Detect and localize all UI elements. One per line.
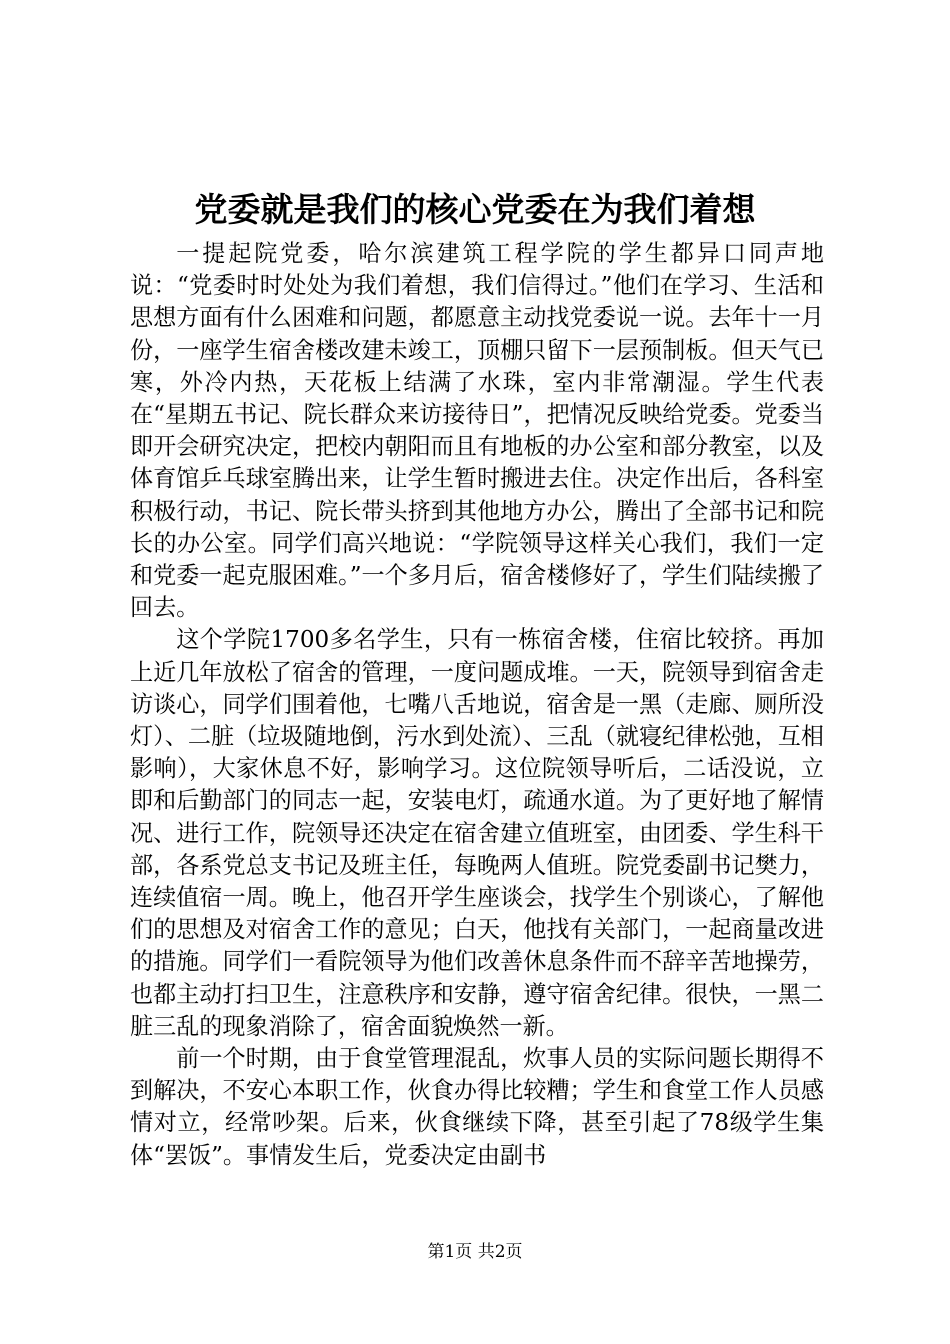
paragraph: 这个学院1700多名学生，只有一栋宿舍楼，住宿比较挤。再加上近几年放松了宿舍的管理，一度问题成堆。一天，院领导到宿舍走访谈心，同学们围着他，七嘴八舌地说，宿舍是一黑（走廊、厕所没灯）、二脏（垃圾随地倒，污水到处流）、三乱（就寝纪律松弛，互相影响），大家休息不好，影响学习。这位院领导听后，二话没说，立即和后勤部门的同志一起，安装电灯，疏通水道。为了更好地了解情况、进行工作，院领导还决定在宿舍建立值班室，由团委、学生科干部，各系党总支书记及班主任，每晚两人值班。院党委副书记樊力，连续值宿一周。晚上，他召开学生座谈会，找学生个别谈心，了解他们的思想及对宿舍工作的意见；白天，他找有关部门，一起商量改进的措施。同学们一看院领导为他们改善休息条件而不辞辛苦地操劳，也都主动打扫卫生，注意秩序和安静，遵守宿舍纪律。很快，一黑二脏三乱的现象消除了，宿舍面貌焕然一新。 [130, 627, 824, 1040]
page-footer: 第1页 共2页 [427, 1242, 523, 1262]
paragraph: 前一个时期，由于食堂管理混乱，炊事人员的实际问题长期得不到解决，不安心本职工作，伙食办得比较糟；学生和食堂工作人员感情对立，经常吵架。后来，伙食继续下降，甚至引起了78级学生集体“罢饭”。事情发生后，党委决定由副书 [130, 1046, 824, 1169]
paragraph: 一提起院党委，哈尔滨建筑工程学院的学生都异口同声地说：“党委时时处处为我们着想，我们信得过。”他们在学习、生活和思想方面有什么困难和问题，都愿意主动找党委说一说。去年十一月份，一座学生宿舍楼改建未竣工，顶棚只留下一层预制板。但天气已寒，外冷内热，天花板上结满了水珠，室内非常潮湿。学生代表在“星期五书记、院长群众来访接待日”，把情况反映给党委。党委当即开会研究决定，把校内朝阳而且有地板的办公室和部分教室，以及体育馆乒乓球室腾出来，让学生暂时搬进去住。决定作出后，各科室积极行动，书记、院长带头挤到其他地方办公，腾出了全部书记和院长的办公室。同学们高兴地说：“学院领导这样关心我们，我们一定和党委一起克服困难。”一个多月后，宿舍楼修好了，学生们陆续搬了回去。 [130, 241, 824, 622]
document-title: 党委就是我们的核心党委在为我们着想 [194, 190, 756, 229]
document-body [130, 238, 824, 1172]
